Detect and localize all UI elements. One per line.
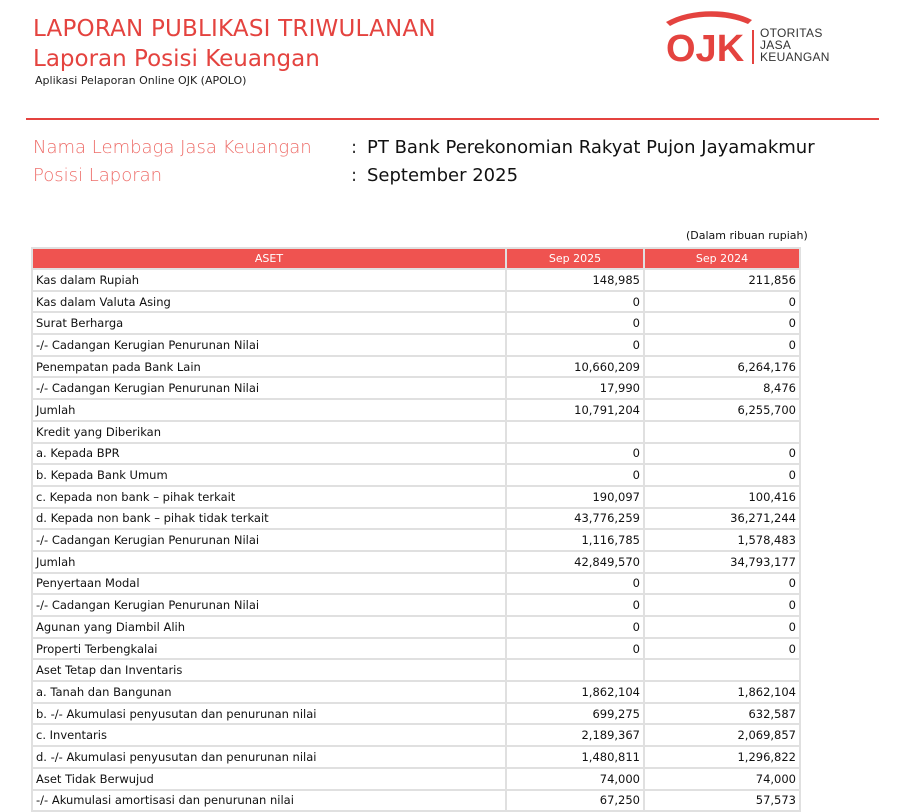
table-row [32, 334, 800, 356]
header-divider [26, 118, 879, 120]
value-sep-2024: 1,296,822 [644, 746, 800, 768]
value-sep-2024: 57,573 [644, 790, 800, 812]
row-label: -/- Cadangan Kerugian Penurunan Nilai [32, 529, 506, 551]
report-title: LAPORAN PUBLIKASI TRIWULANAN [33, 16, 436, 42]
value-sep-2024: 0 [644, 573, 800, 595]
row-label: Jumlah [32, 399, 506, 421]
table-row [32, 573, 800, 595]
institution-value: PT Bank Perekonomian Rakyat Pujon Jayamakmur [367, 137, 815, 158]
row-label: Aset Tidak Berwujud [32, 768, 506, 790]
institution-label: Nama Lembaga Jasa Keuangan [33, 137, 312, 158]
value-sep-2025: 17,990 [506, 377, 644, 399]
table-row [32, 768, 800, 790]
table-header-row [32, 248, 800, 269]
table-row [32, 356, 800, 378]
row-label: Kas dalam Rupiah [32, 269, 506, 291]
separator: : [351, 165, 358, 186]
application-name: Aplikasi Pelaporan Online OJK (APOLO) [35, 74, 247, 87]
row-label: b. Kepada Bank Umum [32, 464, 506, 486]
table-row [32, 529, 800, 551]
value-sep-2025: 0 [506, 638, 644, 660]
row-label: -/- Akumulasi amortisasi dan penurunan nilai [32, 790, 506, 812]
value-sep-2024: 1,578,483 [644, 529, 800, 551]
logo-text-line: JASA [760, 38, 792, 52]
table-row [32, 508, 800, 530]
value-sep-2025: 0 [506, 312, 644, 334]
value-sep-2024: 0 [644, 464, 800, 486]
value-sep-2025: 10,791,204 [506, 399, 644, 421]
value-sep-2024: 0 [644, 291, 800, 313]
period-label: Posisi Laporan [33, 165, 163, 186]
table-row [32, 291, 800, 313]
value-sep-2025: 148,985 [506, 269, 644, 291]
row-label: Kas dalam Valuta Asing [32, 291, 506, 313]
row-label: d. Kepada non bank – pihak tidak terkait [32, 508, 506, 530]
value-sep-2024: 74,000 [644, 768, 800, 790]
logo-text-line: OTORITAS [760, 26, 823, 40]
value-sep-2025: 0 [506, 616, 644, 638]
value-sep-2024: 0 [644, 312, 800, 334]
value-sep-2025: 1,862,104 [506, 681, 644, 703]
column-header-previous: Sep 2024 [644, 248, 800, 269]
table-row [32, 269, 800, 291]
row-label: Properti Terbengkalai [32, 638, 506, 660]
value-sep-2025: 67,250 [506, 790, 644, 812]
row-label: Aset Tetap dan Inventaris [32, 659, 506, 681]
unit-note: (Dalam ribuan rupiah) [686, 229, 808, 242]
value-sep-2024 [644, 659, 800, 681]
value-sep-2024: 0 [644, 334, 800, 356]
value-sep-2025: 0 [506, 573, 644, 595]
value-sep-2025: 1,480,811 [506, 746, 644, 768]
value-sep-2025 [506, 659, 644, 681]
row-label: Kredit yang Diberikan [32, 421, 506, 443]
value-sep-2025: 0 [506, 594, 644, 616]
table-row [32, 616, 800, 638]
row-label: -/- Cadangan Kerugian Penurunan Nilai [32, 377, 506, 399]
value-sep-2025: 0 [506, 443, 644, 465]
value-sep-2024: 8,476 [644, 377, 800, 399]
value-sep-2025: 0 [506, 334, 644, 356]
value-sep-2024: 6,264,176 [644, 356, 800, 378]
value-sep-2024: 1,862,104 [644, 681, 800, 703]
table-row [32, 746, 800, 768]
value-sep-2025: 42,849,570 [506, 551, 644, 573]
row-label: Jumlah [32, 551, 506, 573]
value-sep-2024: 0 [644, 616, 800, 638]
table-row [32, 421, 800, 443]
ojk-logo-text [760, 27, 830, 63]
row-label: c. Inventaris [32, 724, 506, 746]
table-row [32, 594, 800, 616]
value-sep-2024: 36,271,244 [644, 508, 800, 530]
logo-text-line: KEUANGAN [760, 50, 830, 64]
value-sep-2025: 0 [506, 464, 644, 486]
value-sep-2025: 699,275 [506, 703, 644, 725]
table-row [32, 703, 800, 725]
row-label: -/- Cadangan Kerugian Penurunan Nilai [32, 334, 506, 356]
column-header-asset: ASET [32, 248, 506, 269]
value-sep-2025 [506, 421, 644, 443]
balance-sheet-table [31, 247, 801, 812]
row-label: Agunan yang Diambil Alih [32, 616, 506, 638]
table-row [32, 681, 800, 703]
value-sep-2025: 10,660,209 [506, 356, 644, 378]
column-header-current: Sep 2025 [506, 248, 644, 269]
row-label: a. Tanah dan Bangunan [32, 681, 506, 703]
value-sep-2024: 2,069,857 [644, 724, 800, 746]
table-row [32, 464, 800, 486]
ojk-logo-mark: OJK [666, 28, 745, 68]
value-sep-2024: 6,255,700 [644, 399, 800, 421]
report-subtitle: Laporan Posisi Keuangan [33, 46, 320, 72]
period-value: September 2025 [367, 165, 519, 186]
row-label: b. -/- Akumulasi penyusutan dan penurunan nilai [32, 703, 506, 725]
value-sep-2025: 190,097 [506, 486, 644, 508]
table-row [32, 638, 800, 660]
table-row [32, 486, 800, 508]
value-sep-2024: 632,587 [644, 703, 800, 725]
value-sep-2025: 2,189,367 [506, 724, 644, 746]
table-row [32, 443, 800, 465]
row-label: d. -/- Akumulasi penyusutan dan penurunan nilai [32, 746, 506, 768]
table-row [32, 551, 800, 573]
table-row [32, 377, 800, 399]
value-sep-2024: 0 [644, 443, 800, 465]
table-row [32, 659, 800, 681]
row-label: Penyertaan Modal [32, 573, 506, 595]
value-sep-2024: 34,793,177 [644, 551, 800, 573]
table-row [32, 399, 800, 421]
value-sep-2024: 100,416 [644, 486, 800, 508]
value-sep-2024: 211,856 [644, 269, 800, 291]
row-label: Penempatan pada Bank Lain [32, 356, 506, 378]
value-sep-2025: 74,000 [506, 768, 644, 790]
value-sep-2025: 43,776,259 [506, 508, 644, 530]
table-row [32, 724, 800, 746]
value-sep-2024: 0 [644, 638, 800, 660]
row-label: a. Kepada BPR [32, 443, 506, 465]
row-label: c. Kepada non bank – pihak terkait [32, 486, 506, 508]
separator: : [351, 137, 358, 158]
value-sep-2025: 0 [506, 291, 644, 313]
value-sep-2024 [644, 421, 800, 443]
value-sep-2024: 0 [644, 594, 800, 616]
row-label: -/- Cadangan Kerugian Penurunan Nilai [32, 594, 506, 616]
table-row [32, 312, 800, 334]
row-label: Surat Berharga [32, 312, 506, 334]
value-sep-2025: 1,116,785 [506, 529, 644, 551]
